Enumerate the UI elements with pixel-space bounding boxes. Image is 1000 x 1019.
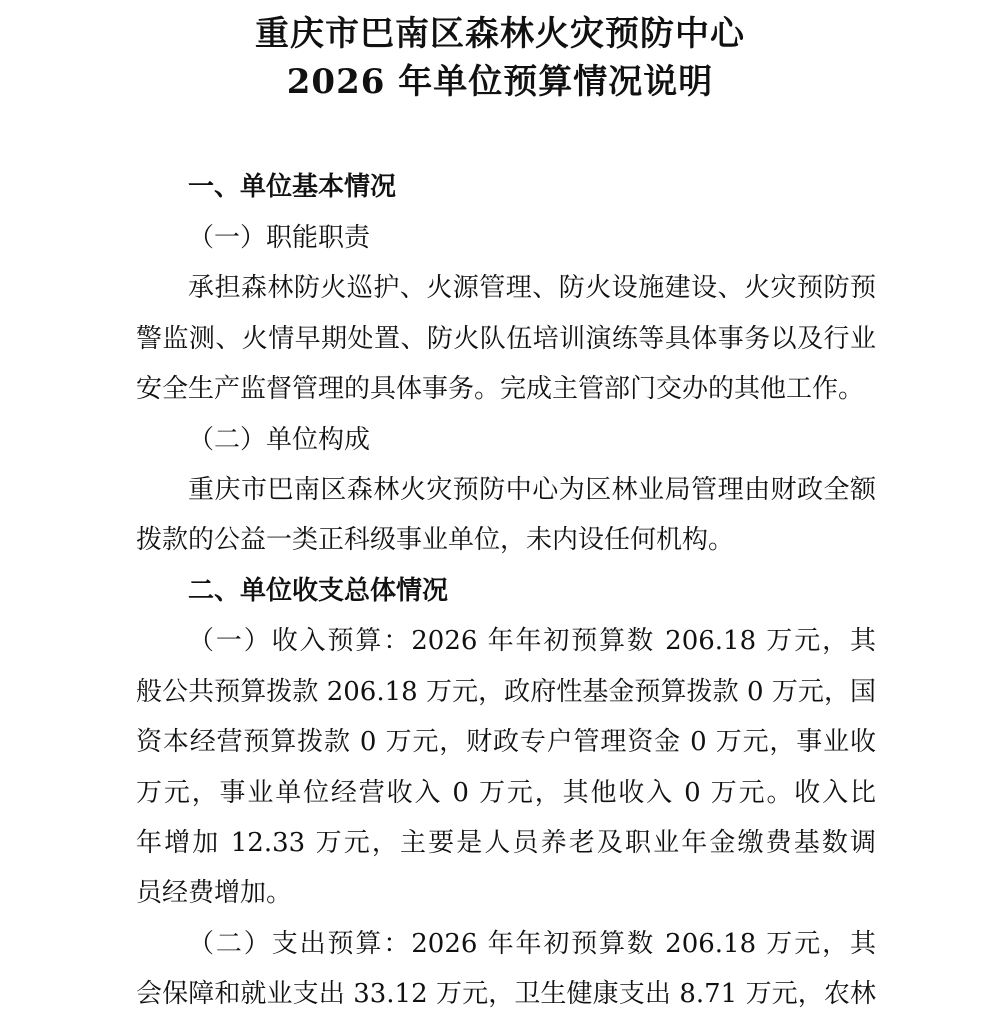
paragraph-expense-line-2: 会保障和就业支出 33.12 万元，卫生健康支出 8.71 万元，农林 [136,979,876,1009]
paragraph-duties-line-2: 警监测、火情早期处置、防火队伍培训演练等具体事务以及行业 [136,324,876,354]
subsection-1-heading: （一）职能职责 [188,223,371,253]
subsection-2-heading: （二）单位构成 [188,425,371,455]
document-title-line-2: 2026 年单位预算情况说明 [286,62,714,102]
paragraph-income-line-5: 年增加 12.33 万元，主要是人员养老及职业年金缴费基数调 [136,828,876,858]
expense-budget-label: （二）支出预算： [188,929,412,959]
paragraph-income-line-3: 资本经营预算拨款 0 万元，财政专户管理资金 0 万元，事业收 [136,727,876,757]
section-2-heading: 二、单位收支总体情况 [188,576,449,606]
paragraph-income-line-6: 员经费增加。 [136,878,293,908]
paragraph-expense-line-1 [188,927,876,961]
paragraph-duties-line-3: 安全生产监督管理的具体事务。完成主管部门交办的其他工作。 [136,374,865,404]
paragraph-income-line-1 [188,624,876,658]
section-1-heading: 一、单位基本情况 [188,172,397,202]
paragraph-duties-line-1: 承担森林防火巡护、火源管理、防火设施建设、火灾预防预 [188,273,876,303]
document-title-line-1: 重庆市巴南区森林火灾预防中心 [255,14,745,54]
paragraph-structure-line-2: 拨款的公益一类正科级事业单位，未内设任何机构。 [136,525,735,555]
paragraph-income-line-2: 般公共预算拨款 206.18 万元，政府性基金预算拨款 0 万元，国 [136,677,876,707]
expense-budget-text: 2026 年年初预算数 206.18 万元，其 [411,929,876,959]
income-budget-text: 2026 年年初预算数 206.18 万元，其 [411,626,876,656]
paragraph-structure-line-1: 重庆市巴南区森林火灾预防中心为区林业局管理由财政全额 [188,475,876,505]
income-budget-label: （一）收入预算： [188,626,412,656]
paragraph-income-line-4: 万元，事业单位经营收入 0 万元，其他收入 0 万元。收入比 [136,778,876,808]
